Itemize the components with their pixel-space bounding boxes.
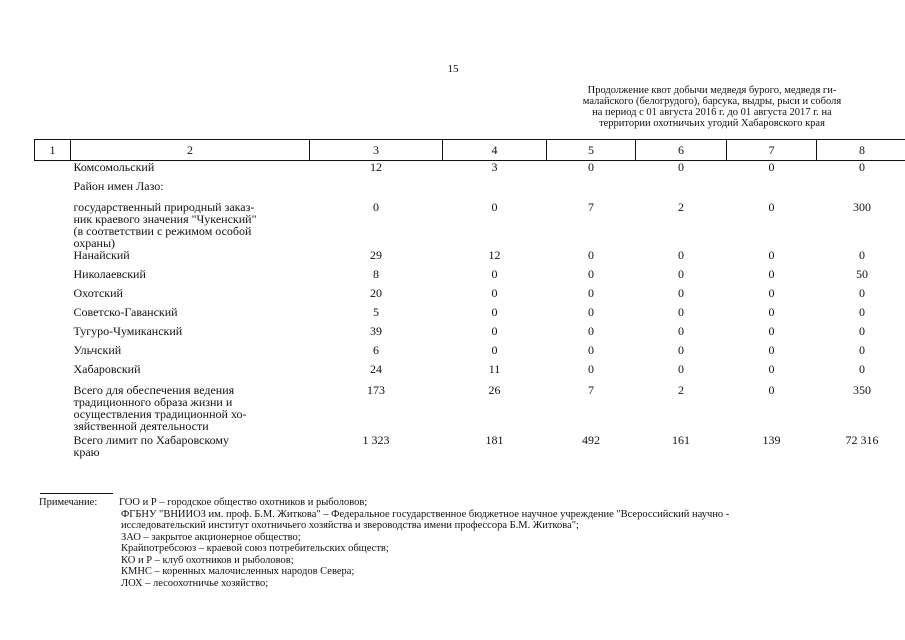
quota-value-cell: 0 <box>588 267 594 281</box>
quota-value-cell: 0 <box>588 286 594 300</box>
row-number-cell <box>35 432 71 458</box>
district-name-cell <box>71 180 310 199</box>
district-name-line: Тугуро-Чумиканский <box>73 324 183 338</box>
district-name-cell <box>71 432 310 458</box>
district-name-line: Комсомольский <box>73 160 155 174</box>
table-body <box>35 161 905 459</box>
quota-value-cell: 0 <box>859 343 865 357</box>
quota-value-cell: 0 <box>588 324 594 338</box>
table-row <box>35 382 905 432</box>
quota-value-cell: 39 <box>370 324 382 338</box>
note-first-line <box>39 497 879 509</box>
district-name-cell <box>71 325 310 344</box>
quota-value-cell: 0 <box>768 305 775 319</box>
quota-value-cell: 0 <box>491 267 498 281</box>
quota-value-cell: 0 <box>678 286 684 300</box>
quota-value-cell: 11 <box>488 362 501 376</box>
quota-value-cell: 0 <box>588 160 594 174</box>
column-header: 7 <box>727 140 817 161</box>
column-header: 8 <box>817 140 905 161</box>
quota-value-cell <box>727 180 817 199</box>
table-row <box>35 287 905 306</box>
quota-value-cell: 0 <box>491 324 498 338</box>
district-name-line: Нанайский <box>73 248 130 262</box>
quota-value-cell: 0 <box>768 267 775 281</box>
quota-value-cell: 0 <box>373 200 379 214</box>
quota-value-cell: 0 <box>859 324 865 338</box>
district-name-line: охраны) <box>73 236 116 250</box>
row-number-cell <box>35 249 71 268</box>
header-row <box>35 140 905 161</box>
district-name-line: Хабаровский <box>73 362 141 376</box>
row-number-cell <box>35 344 71 363</box>
quota-value-cell: 72 316 <box>845 433 879 447</box>
note-line: ЗАО – закрытое акционерное общество; <box>121 531 301 543</box>
quota-value-cell: 0 <box>768 343 775 357</box>
caption-line: на период с 01 августа 2016 г. до 01 августа 2017 г. на <box>592 107 832 118</box>
quota-value-cell: 0 <box>859 305 865 319</box>
district-name-cell <box>71 199 310 249</box>
quota-value-cell: 24 <box>370 362 382 376</box>
district-name-line: Николаевский <box>73 267 146 281</box>
quota-value-cell: 0 <box>678 248 684 262</box>
district-name-line: Советско-Гаванский <box>73 305 178 319</box>
table-row <box>35 268 905 287</box>
quota-value-cell: 26 <box>488 383 501 397</box>
quota-value-cell: 20 <box>370 286 382 300</box>
district-name-cell <box>71 382 310 432</box>
quota-value-cell <box>547 180 636 199</box>
note-line: ЛОХ – лесоохотничье хозяйство; <box>121 577 269 589</box>
quota-value-cell: 5 <box>373 305 379 319</box>
quota-value-cell: 0 <box>768 362 775 376</box>
column-header: 6 <box>636 140 727 161</box>
table-row <box>35 344 905 363</box>
district-name-cell <box>71 287 310 306</box>
column-header: 1 <box>35 140 71 161</box>
table-row <box>35 199 905 249</box>
district-name-cell <box>71 363 310 382</box>
row-number-cell <box>35 363 71 382</box>
quota-value-cell: 50 <box>856 267 868 281</box>
quota-value-cell: 0 <box>768 383 775 397</box>
quota-value-cell: 0 <box>491 305 498 319</box>
row-number-cell <box>35 306 71 325</box>
quota-value-cell: 0 <box>588 362 594 376</box>
quota-value-cell: 0 <box>491 200 498 214</box>
district-name-line: осуществления традиционной хо- <box>73 407 247 421</box>
table-row <box>35 180 905 199</box>
quota-value-cell <box>636 180 727 199</box>
quota-value-cell: 0 <box>491 343 498 357</box>
district-name-line: Охотский <box>73 286 123 300</box>
district-name-line: Всего для обеспечения ведения <box>73 383 235 397</box>
quota-value-cell: 161 <box>672 433 690 447</box>
quota-value-cell: 0 <box>768 324 775 338</box>
note-line: КМНС – коренных малочисленных народов Севера; <box>121 566 355 577</box>
row-number-cell <box>35 325 71 344</box>
table-row <box>35 432 905 458</box>
quota-value-cell: 1 323 <box>362 433 390 447</box>
row-number-cell <box>35 161 71 181</box>
quota-value-cell: 0 <box>859 160 865 174</box>
district-name-line: Ульчский <box>73 343 122 357</box>
quota-value-cell: 7 <box>588 200 594 214</box>
district-name-line: Район имен Лазо: <box>73 179 164 193</box>
table-row <box>35 306 905 325</box>
quota-value-cell: 0 <box>678 267 684 281</box>
quota-value-cell: 6 <box>373 343 379 357</box>
page-number: 15 <box>447 63 459 75</box>
quota-value-cell: 0 <box>678 324 684 338</box>
note-line: КО и Р – клуб охотников и рыболовов; <box>121 554 294 566</box>
quota-value-cell: 0 <box>859 362 865 376</box>
column-header: 3 <box>310 140 443 161</box>
caption-line: территории охотничьих угодий Хабаровского края <box>599 118 825 129</box>
quota-value-cell: 0 <box>859 286 865 300</box>
district-name-line: традиционного образа жизни и <box>73 395 233 409</box>
quota-table <box>34 139 905 458</box>
quota-value-cell: 0 <box>678 343 684 357</box>
column-header: 2 <box>71 140 310 161</box>
quota-value-cell: 0 <box>768 200 775 214</box>
district-name-cell <box>71 306 310 325</box>
table-row <box>35 161 905 181</box>
quota-value-cell: 0 <box>491 286 498 300</box>
quota-value-cell: 12 <box>370 160 382 174</box>
quota-value-cell: 7 <box>588 383 594 397</box>
note-line: Крайпотребсоюз – краевой союз потребительских обществ; <box>121 543 389 554</box>
quota-value-cell: 0 <box>588 248 594 262</box>
quota-value-cell <box>310 180 443 199</box>
district-name-line: Всего лимит по Хабаровскому <box>73 433 229 447</box>
quota-value-cell: 2 <box>678 383 684 397</box>
column-header: 5 <box>547 140 636 161</box>
quota-value-cell <box>443 180 547 199</box>
quota-value-cell: 29 <box>370 248 382 262</box>
quota-value-cell: 0 <box>859 248 865 262</box>
district-name-line: ник краевого значения "Чукенский" <box>73 212 257 226</box>
quota-value-cell: 0 <box>678 362 684 376</box>
table-row <box>35 249 905 268</box>
quota-value-cell: 492 <box>582 433 600 447</box>
quota-value-cell: 8 <box>373 267 379 281</box>
quota-value-cell: 2 <box>678 200 684 214</box>
quota-value-cell: 350 <box>853 383 871 397</box>
caption-line: Продолжение квот добычи медведя бурого, медведя ги- <box>587 85 837 96</box>
note-line: исследовательский институт охотничьего хозяйства и звероводства имени профессора Б.М. Житкова"; <box>121 520 579 531</box>
note-text: ГОО и Р – городское общество охотников и рыболовов; <box>119 497 368 508</box>
quota-value-cell: 0 <box>588 305 594 319</box>
quota-value-cell: 0 <box>678 305 684 319</box>
district-name-line: (в соответствии с режимом особой <box>73 224 252 238</box>
row-number-cell <box>35 268 71 287</box>
district-name-cell <box>71 161 310 181</box>
quota-value-cell: 0 <box>678 160 684 174</box>
district-name-cell <box>71 344 310 363</box>
district-name-line: государственный природный заказ- <box>73 200 255 214</box>
column-header: 4 <box>443 140 547 161</box>
quota-value-cell <box>817 180 905 199</box>
district-name-line: краю <box>73 445 100 459</box>
note-divider <box>40 493 113 494</box>
district-name-cell <box>71 249 310 268</box>
quota-value-cell: 0 <box>768 160 775 174</box>
quota-value-cell: 181 <box>485 433 504 447</box>
quota-value-cell: 3 <box>491 160 498 174</box>
quota-value-cell: 300 <box>853 200 871 214</box>
row-number-cell <box>35 199 71 249</box>
quota-value-cell: 0 <box>768 286 775 300</box>
quota-value-cell: 0 <box>768 248 775 262</box>
district-name-line: зяйственной деятельности <box>73 419 209 433</box>
row-number-cell <box>35 180 71 199</box>
quota-value-cell: 12 <box>488 248 501 262</box>
footnote <box>39 497 879 589</box>
quota-value-cell: 139 <box>762 433 781 447</box>
table-row <box>35 325 905 344</box>
table-caption <box>548 85 876 129</box>
row-number-cell <box>35 287 71 306</box>
note-label: Примечание: <box>39 497 98 508</box>
quota-value-cell: 0 <box>588 343 594 357</box>
quota-value-cell: 173 <box>367 383 385 397</box>
district-name-cell <box>71 268 310 287</box>
note-line: ФГБНУ "ВНИИОЗ им. проф. Б.М. Житкова" – Федеральное государственное бюджетное научное учреждение "Всероссийский научно - <box>121 508 730 520</box>
row-number-cell <box>35 382 71 432</box>
table-row <box>35 363 905 382</box>
caption-line: малайского (белогрудого), барсука, выдры, рыси и соболя <box>582 96 842 107</box>
